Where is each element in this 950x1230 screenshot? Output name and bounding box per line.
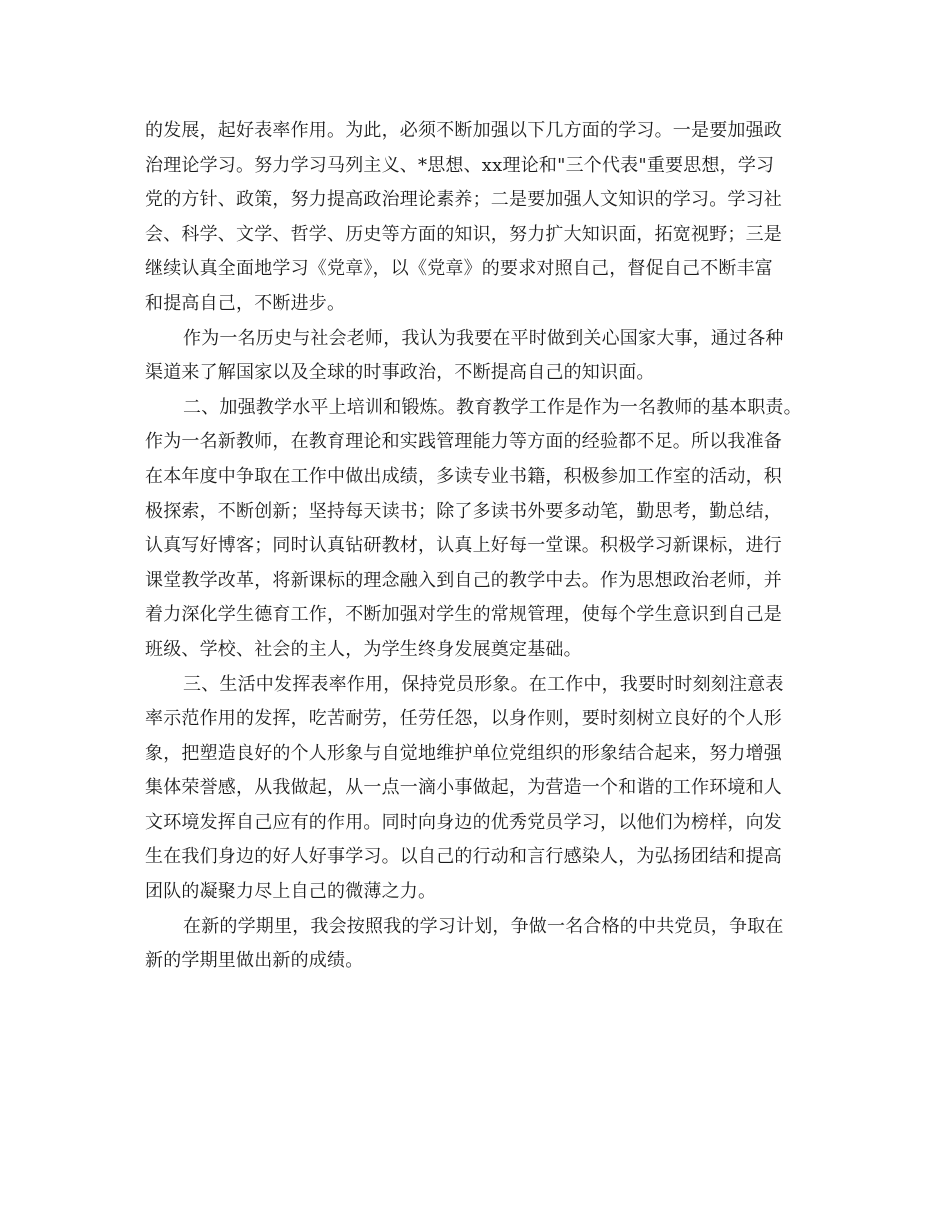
paragraph (145, 114, 815, 322)
text-line: 象，把塑造良好的个人形象与自觉地维护单位党组织的形象结合起来，努力增强 (145, 742, 782, 764)
paragraph (145, 668, 815, 910)
text-line: 文环境发挥自己应有的作用。同时向身边的优秀党员学习，以他们为榜样，向发 (145, 811, 782, 833)
paragraph (145, 910, 815, 979)
text-line: 会、科学、文学、哲学、历史等方面的知识，努力扩大知识面，拓宽视野；三是 (145, 223, 782, 245)
text-line: 在本年度中争取在工作中做出成绩，多读专业书籍，积极参加工作室的活动，积 (145, 465, 782, 487)
text-line: 班级、学校、社会的主人，为学生终身发展奠定基础。 (145, 638, 582, 660)
text-line: 继续认真全面地学习《党章》，以《党章》的要求对照自己，督促自己不断丰富 (145, 258, 773, 280)
document-body (145, 114, 815, 979)
text-line: 和提高自己，不断进步。 (145, 292, 346, 314)
text-line: 认真写好博客；同时认真钻研教材，认真上好每一堂课。积极学习新课标，进行 (145, 535, 782, 557)
text-line: 二、加强教学水平上培训和锻炼。教育教学工作是作为一名教师的基本职责。 (183, 396, 802, 418)
text-line: 三、生活中发挥表率作用，保持党员形象。在工作中，我要时时刻刻注意表 (183, 673, 784, 695)
text-line: 渠道来了解国家以及全球的时事政治，不断提高自己的知识面。 (145, 362, 655, 384)
text-line: 党的方针、政策，努力提高政治理论素养；二是要加强人文知识的学习。学习社 (145, 189, 782, 211)
text-line: 着力深化学生德育工作，不断加强对学生的常规管理，使每个学生意识到自己是 (145, 604, 782, 626)
text-line: 极探索，不断创新；坚持每天读书；除了多读书外要多动笔，勤思考，勤总结， (145, 500, 782, 522)
text-line: 的发展，起好表率作用。为此，必须不断加强以下几方面的学习。一是要加强政 (145, 120, 782, 141)
text-line: 在新的学期里，我会按照我的学习计划，争做一名合格的中共党员，争取在 (183, 915, 784, 937)
text-line: 作为一名新教师，在教育理论和实践管理能力等方面的经验都不足。所以我准备 (145, 431, 782, 453)
text-line: 生在我们身边的好人好事学习。以自己的行动和言行感染人，为弘扬团结和提高 (145, 846, 782, 868)
text-line: 集体荣誉感，从我做起，从一点一滴小事做起，为营造一个和谐的工作环境和人 (145, 777, 782, 799)
text-line: 新的学期里做出新的成绩。 (145, 950, 364, 972)
text-line: 团队的凝聚力尽上自己的微薄之力。 (145, 881, 437, 903)
text-line: 治理论学习。努力学习马列主义、*思想、xx理论和"三个代表"重要思想，学习 (145, 154, 775, 176)
paragraph (145, 322, 815, 391)
text-line: 课堂教学改革，将新课标的理念融入到自己的教学中去。作为思想政治老师，并 (145, 569, 782, 591)
paragraph (145, 391, 815, 668)
text-line: 作为一名历史与社会老师，我认为我要在平时做到关心国家大事，通过各种 (183, 327, 784, 349)
text-line: 率示范作用的发挥，吃苦耐劳，任劳任怨，以身作则，要时刻树立良好的个人形 (145, 708, 782, 730)
